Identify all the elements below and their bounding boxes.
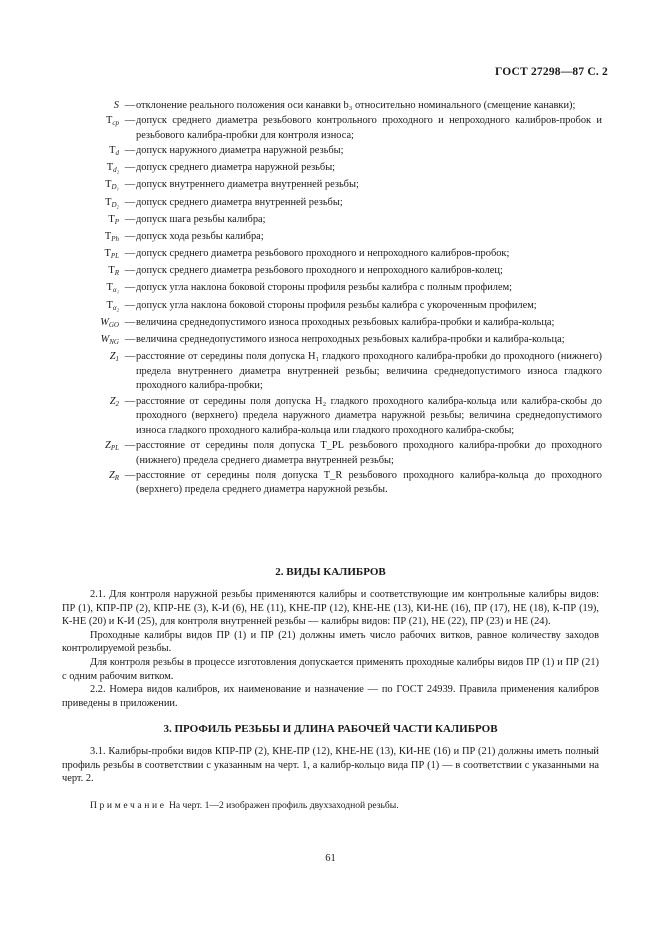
- definition-text: допуск угла наклона боковой стороны профиля резьбы калибра с укороченным профилем;: [136, 299, 537, 311]
- definition-row: [62, 161, 602, 178]
- symbol-base: W: [100, 334, 110, 346]
- definition-text: расстояние от середины поля допуска T_PL резьбового проходного калибра-пробки до проходного (нижнего) предела среднего диаметра внутренней резьбы;: [136, 439, 602, 466]
- definition-dash: —: [124, 439, 136, 451]
- symbol-base: T: [104, 248, 111, 260]
- definition-row: [62, 247, 602, 264]
- definition-text: допуск хода резьбы калибра;: [136, 230, 264, 242]
- definition-row: [62, 230, 602, 247]
- definition-dash: —: [124, 115, 136, 127]
- definition-dash: —: [124, 230, 136, 242]
- definition-symbol: [62, 247, 124, 264]
- definition-row: [62, 196, 602, 213]
- definition-text: допуск среднего диаметра резьбового проходного и непроходного калибров-пробок;: [136, 248, 510, 260]
- definition-text: расстояние от середины поля допуска T_R резьбового проходного калибра-кольца до проходного (верхнего) предела среднего диаметра наружной резьбы.: [136, 469, 602, 496]
- definitions-list: [62, 99, 602, 499]
- definition-dash: —: [124, 299, 136, 311]
- symbol-base: T: [108, 213, 115, 225]
- symbol-base: T: [108, 265, 115, 277]
- symbol-subscript: 2: [115, 399, 119, 408]
- definition-symbol: [62, 99, 124, 114]
- definition-text: отклонение реального положения оси канавки b₃ относительно номинального (смещение канавки);: [136, 100, 576, 111]
- symbol-base: T: [106, 282, 113, 294]
- symbol-base: T: [106, 115, 113, 127]
- symbol-base: T: [105, 196, 112, 208]
- symbol-base: T: [106, 299, 113, 311]
- symbol-subscript: R: [114, 473, 119, 482]
- definition-text: расстояние от середины поля допуска H₂ гладкого проходного калибра-кольца или калибра-скобы до проходного (верхнего) предела наружного диаметра наружной резьбы; величина среднедопустимого износа гладкого проходного калибра-кольца или гладкого проходного калибра-скобы;: [136, 395, 602, 436]
- definition-dash: —: [124, 179, 136, 191]
- section-2-paragraph-4: 2.2. Номера видов калибров, их наименование и назначение — по ГОСТ 24939. Правила применения калибров приведены в приложении.: [62, 684, 599, 709]
- symbol-subscript: Ph: [111, 234, 119, 243]
- symbol-base: Z: [109, 351, 116, 363]
- section-2-body: [62, 588, 599, 710]
- symbol-subscript: PL: [110, 443, 119, 452]
- definition-dash: —: [124, 144, 136, 156]
- definition-symbol: [62, 114, 124, 143]
- symbol-subscript: D₂: [111, 200, 119, 209]
- definition-symbol: [62, 350, 124, 394]
- definition-row: [62, 395, 602, 439]
- definition-row: [62, 144, 602, 161]
- definition-dash: —: [124, 351, 136, 363]
- definition-text: допуск шага резьбы калибра;: [136, 213, 266, 225]
- section-2-title: 2. ВИДЫ КАЛИБРОВ: [275, 566, 386, 578]
- symbol-base: T: [109, 144, 116, 156]
- document-header: ГОСТ 27298—87 С. 2: [495, 66, 608, 78]
- definition-text: величина среднедопустимого износа проходных резьбовых калибра-пробки и калибра-кольца;: [136, 316, 555, 328]
- definition-symbol: [62, 299, 124, 316]
- definition-row: [62, 114, 602, 143]
- definition-symbol: [62, 213, 124, 230]
- definition-symbol: [62, 178, 124, 195]
- symbol-subscript: ср: [112, 119, 119, 128]
- symbol-subscript: PL: [110, 252, 119, 261]
- definition-row: [62, 264, 602, 281]
- section-3-body: [62, 745, 599, 786]
- symbol-subscript: d₂: [113, 166, 119, 175]
- section-3-title: 3. ПРОФИЛЬ РЕЗЬБЫ И ДЛИНА РАБОЧЕЙ ЧАСТИ КАЛИБРОВ: [163, 723, 498, 735]
- symbol-subscript: R: [114, 269, 119, 278]
- definition-dash: —: [124, 334, 136, 346]
- definition-text: допуск внутреннего диаметра внутренней резьбы;: [136, 179, 359, 191]
- definition-symbol: [62, 316, 124, 333]
- symbol-subscript: P: [114, 217, 119, 226]
- definition-dash: —: [124, 395, 136, 407]
- section-3-paragraph-1: 3.1. Калибры-пробки видов КПР-ПР (2), КНЕ-ПР (12), КНЕ-НЕ (13), КИ-НЕ (16) и ПР (21) должны иметь полный профиль резьбы в соответствии с указанным на черт. 1, а калибр-кольцо вида ПР (1) — в соответствии с указанными на черт. 2.: [62, 746, 599, 785]
- definition-row: [62, 350, 602, 394]
- definition-row: [62, 316, 602, 333]
- definition-text: допуск среднего диаметра резьбового проходного и непроходного калибров-колец;: [136, 265, 503, 277]
- definition-text: допуск среднего диаметра наружной резьбы;: [136, 162, 336, 174]
- symbol-base: Z: [105, 439, 111, 451]
- definition-row: [62, 281, 602, 298]
- symbol-base: T: [106, 162, 114, 174]
- symbol-base: W: [100, 316, 109, 328]
- symbol-subscript: GO: [108, 320, 119, 329]
- definition-row: [62, 299, 602, 316]
- definition-symbol: [62, 469, 124, 498]
- definition-dash: —: [124, 162, 136, 174]
- definition-dash: —: [124, 316, 136, 328]
- symbol-subscript: α₁: [112, 286, 119, 295]
- note-text: На черт. 1—2 изображен профиль двухзаходной резьбы.: [168, 800, 399, 811]
- symbol-base: T: [105, 179, 112, 191]
- symbol-subscript: D₁: [111, 183, 119, 192]
- definition-dash: —: [124, 469, 136, 481]
- definition-text: допуск угла наклона боковой стороны профиля резьбы калибра с полным профилем;: [136, 282, 513, 294]
- definition-symbol: [62, 333, 124, 350]
- definition-dash: —: [124, 196, 136, 208]
- section-2-paragraph-3: Для контроля резьбы в процессе изготовления допускается применять проходные калибры видов ПР (1) и ПР (21) с одним рабочим витком.: [62, 656, 599, 682]
- definition-text: допуск среднего диаметра внутренней резьбы;: [136, 196, 343, 208]
- note: [90, 800, 399, 811]
- definition-dash: —: [124, 213, 136, 225]
- definition-symbol: [62, 439, 124, 468]
- section-2-paragraph-2: Проходные калибры видов ПР (1) и ПР (21) должны иметь число рабочих витков, равное количеству заходов контролируемой резьбы.: [62, 629, 599, 655]
- symbol-base: T: [104, 230, 112, 242]
- definition-row: [62, 469, 602, 498]
- definition-row: [62, 333, 602, 350]
- definition-symbol: [62, 230, 124, 247]
- definition-dash: —: [124, 100, 136, 111]
- definition-text: допуск среднего диаметра резьбового контрольного проходного и непроходного калибров-пробок и резьбового калибра-пробки для контроля износа;: [136, 115, 602, 141]
- definition-row: [62, 99, 602, 114]
- definition-symbol: [62, 161, 124, 178]
- symbol-base: Z: [109, 395, 116, 407]
- definition-text: допуск наружного диаметра наружной резьбы;: [136, 144, 344, 156]
- definition-symbol: [62, 144, 124, 161]
- symbol-base: Z: [108, 469, 115, 481]
- page-number: 61: [325, 853, 336, 864]
- definition-row: [62, 178, 602, 195]
- definition-symbol: [62, 281, 124, 298]
- symbol-subscript: NG: [109, 338, 119, 347]
- symbol-base: S: [113, 100, 119, 111]
- definition-symbol: [62, 264, 124, 281]
- definition-symbol: [62, 196, 124, 213]
- definition-text: величина среднедопустимого износа непроходных резьбовых калибра-пробки и калибра-кольца;: [136, 334, 565, 346]
- definition-row: [62, 439, 602, 468]
- definition-dash: —: [124, 282, 136, 294]
- symbol-subscript: α₂: [112, 303, 119, 312]
- definition-symbol: [62, 395, 124, 439]
- section-2-paragraph-1: 2.1. Для контроля наружной резьбы применяются калибры и соответствующие им контрольные калибры видов: ПР (1), КПР-ПР (2), КПР-НЕ (3), К-И (6), НЕ (11), КНЕ-ПР (12), КНЕ-НЕ (13), КИ-НЕ (16), ПР (17), НЕ (18), К-ПР (19), К-НЕ (20) и К-И (25), для контроля внутренней резьбы — калибры видов: ПР (21), НЕ (22), ПР (23) и НЕ (24).: [62, 589, 599, 628]
- definition-row: [62, 213, 602, 230]
- symbol-subscript: d: [115, 148, 119, 157]
- definition-text: расстояние от середины поля допуска H₁ гладкого проходного калибра-пробки до проходного (нижнего) предела внутреннего диаметра внутренней резьбы; величина среднедопустимого износа гладкого проходного калибра-пробки;: [136, 351, 602, 392]
- definition-dash: —: [124, 248, 136, 260]
- note-label: Примечание: [90, 800, 167, 811]
- definition-dash: —: [124, 265, 136, 277]
- symbol-subscript: 1: [115, 355, 119, 364]
